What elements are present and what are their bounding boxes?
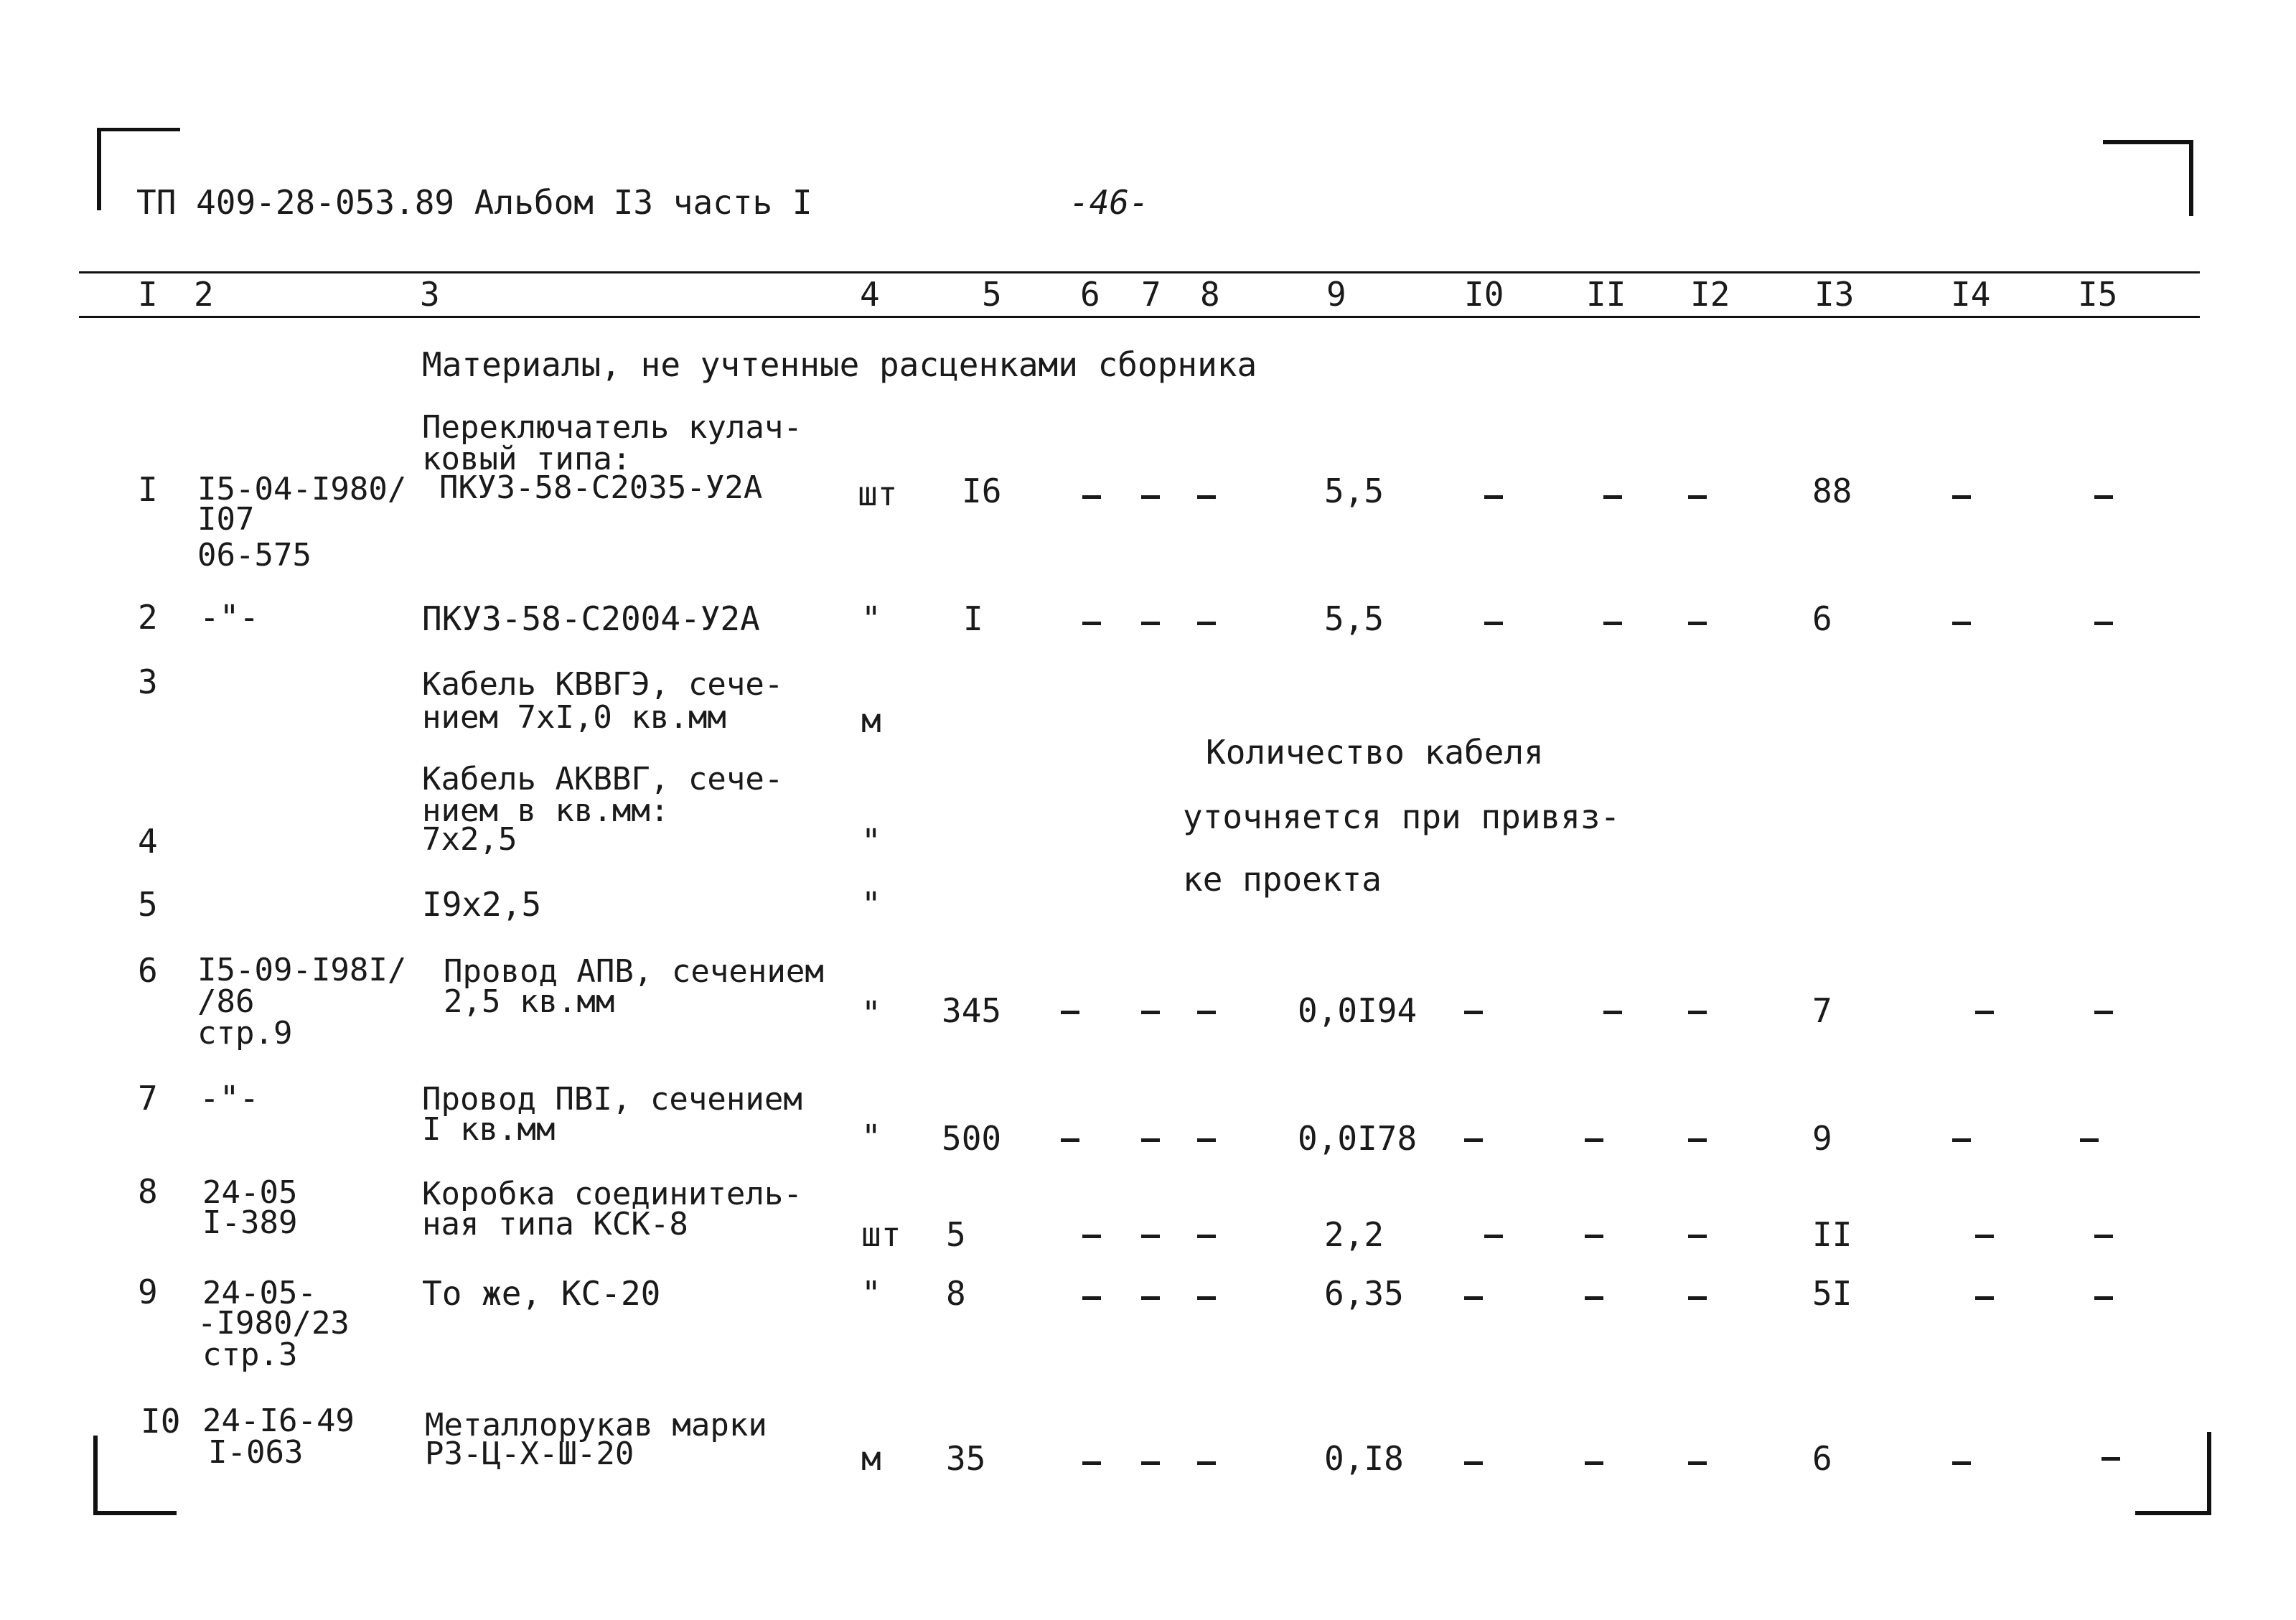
dash	[1197, 1461, 1216, 1465]
row-code: I-063	[208, 1434, 304, 1471]
dash	[2094, 622, 2113, 625]
row-name: Кабель КВВГЭ, сече-	[422, 666, 784, 703]
dash	[1061, 1011, 1079, 1014]
document-reference: ТП 409-28-053.89 Альбом I3 часть I	[136, 183, 812, 222]
dash	[1484, 495, 1503, 499]
row-code: I07	[197, 501, 255, 538]
row-unit: шт	[858, 474, 898, 513]
dash	[1141, 1461, 1160, 1465]
row-number: 2	[138, 598, 158, 637]
row-value-col13: 6	[1812, 599, 1832, 638]
section-title: Материалы, не учтенные расценками сборника	[422, 345, 1257, 384]
row-name: Кабель АКВВГ, сече-	[422, 761, 784, 797]
row-unit: "	[861, 599, 881, 638]
row-code: 06-575	[197, 537, 311, 573]
note-line: Количество кабеля	[1206, 733, 1544, 772]
row-value-col13: 88	[1812, 472, 1852, 510]
column-number: I	[138, 275, 158, 314]
dash	[1061, 1138, 1079, 1142]
row-name: ПКУ3-58-С2004-У2А	[422, 599, 760, 638]
row-number: 3	[138, 662, 158, 701]
row-number: I0	[141, 1402, 181, 1441]
row-value-col9: 0,0I78	[1298, 1119, 1418, 1158]
dash	[1688, 1296, 1707, 1300]
row-value-col13: II	[1812, 1215, 1852, 1254]
row-unit: м	[861, 701, 881, 740]
dash	[2101, 1457, 2120, 1461]
dash	[2094, 1296, 2113, 1300]
row-unit: "	[861, 1274, 881, 1313]
row-name: нием в кв.мм:	[422, 792, 670, 829]
row-name: Переключатель кулач-	[422, 409, 802, 446]
row-qty: 500	[942, 1119, 1002, 1158]
dash	[1603, 1011, 1622, 1014]
dash	[1585, 1235, 1603, 1238]
dash	[1975, 1296, 1994, 1300]
column-number: I0	[1464, 275, 1504, 314]
row-name: I кв.мм	[422, 1111, 556, 1148]
column-number: 6	[1080, 275, 1100, 314]
row-value-col13: 5I	[1812, 1274, 1852, 1313]
column-number: I4	[1951, 275, 1991, 314]
row-value-col13: 7	[1812, 991, 1832, 1030]
dash	[1082, 495, 1101, 499]
row-name: То же, КС-20	[422, 1274, 661, 1313]
dash	[1603, 495, 1622, 499]
column-number: 2	[194, 275, 214, 314]
row-name: 7х2,5	[422, 821, 517, 858]
dash	[2080, 1138, 2099, 1142]
row-number: 5	[138, 885, 158, 924]
row-code: -I980/23	[197, 1305, 350, 1342]
row-qty: 35	[946, 1439, 986, 1478]
row-unit: "	[861, 885, 881, 924]
column-number: 4	[860, 275, 880, 314]
column-number: I3	[1814, 275, 1855, 314]
row-qty: 8	[946, 1274, 966, 1313]
dash	[1975, 1011, 1994, 1014]
dash	[1082, 1235, 1101, 1238]
column-number: I2	[1690, 275, 1730, 314]
row-code: стр.3	[202, 1336, 298, 1373]
dash	[1141, 1011, 1160, 1014]
dash	[1585, 1461, 1603, 1465]
row-qty: I	[963, 599, 983, 638]
row-code: 24-I6-49	[202, 1403, 355, 1439]
row-unit: м	[861, 1439, 881, 1478]
dash	[1197, 1296, 1216, 1300]
row-code: I5-04-I980/	[197, 471, 407, 507]
row-code: -"-	[200, 598, 260, 637]
row-value-col9: 2,2	[1324, 1215, 1384, 1254]
dash	[1952, 1138, 1971, 1142]
row-name: Коробка соединитель-	[422, 1176, 802, 1212]
row-unit: "	[861, 822, 881, 861]
dash	[1197, 622, 1216, 625]
column-number: I5	[2078, 275, 2118, 314]
dash	[1484, 622, 1503, 625]
row-code: /86	[197, 983, 255, 1020]
column-number: 3	[420, 275, 440, 314]
row-name: 2,5 кв.мм	[444, 983, 615, 1020]
row-name: I9х2,5	[422, 885, 542, 924]
row-code: -"-	[200, 1079, 260, 1118]
page-number: -46-	[1069, 183, 1149, 222]
row-code: стр.9	[197, 1015, 293, 1052]
row-name: нием 7хI,0 кв.мм	[422, 699, 726, 736]
row-code: 24-05-	[202, 1275, 317, 1311]
dash	[1082, 1461, 1101, 1465]
dash	[1585, 1138, 1603, 1142]
dash	[1688, 1138, 1707, 1142]
row-qty: 345	[942, 991, 1002, 1030]
dash	[1141, 495, 1160, 499]
table-header-rule	[79, 316, 2200, 318]
row-name: Провод АПВ, сечением	[444, 953, 824, 990]
row-value-col9: 6,35	[1324, 1274, 1404, 1313]
row-code: I-389	[202, 1204, 298, 1241]
row-value-col13: 6	[1812, 1439, 1832, 1478]
row-number: 8	[138, 1172, 158, 1211]
row-name: ковый типа:	[422, 441, 632, 477]
row-number: 4	[138, 822, 158, 861]
row-number: I	[138, 470, 158, 509]
note-line: уточняется при привяз-	[1183, 797, 1621, 836]
row-name: Р3-Ц-Х-Ш-20	[425, 1436, 634, 1472]
dash	[1197, 1011, 1216, 1014]
row-value-col9: 5,5	[1324, 599, 1384, 638]
dash	[1197, 1138, 1216, 1142]
dash	[1688, 1235, 1707, 1238]
dash	[1082, 622, 1101, 625]
row-qty: I6	[962, 472, 1002, 510]
dash	[1952, 622, 1971, 625]
row-name: ная типа КСК-8	[422, 1206, 688, 1242]
dash	[1688, 1011, 1707, 1014]
dash	[1464, 1138, 1483, 1142]
dash	[1952, 495, 1971, 499]
row-unit: "	[861, 1118, 881, 1156]
column-number: 8	[1200, 275, 1220, 314]
dash	[1197, 1235, 1216, 1238]
corner-mark-bottom-left	[93, 1436, 177, 1515]
row-qty: 5	[946, 1215, 966, 1254]
dash	[1464, 1461, 1483, 1465]
dash	[2094, 1235, 2113, 1238]
dash	[1082, 1296, 1101, 1300]
note-line: ке проекта	[1183, 860, 1382, 899]
dash	[1141, 1296, 1160, 1300]
row-number: 7	[138, 1079, 158, 1118]
corner-mark-bottom-right	[2135, 1432, 2211, 1515]
dash	[1197, 495, 1216, 499]
dash	[1464, 1011, 1483, 1014]
corner-mark-top-right	[2103, 140, 2193, 216]
row-value-col9: 0,I8	[1324, 1439, 1404, 1478]
row-unit: "	[861, 994, 881, 1033]
row-code: 24-05	[202, 1174, 298, 1211]
dash	[1688, 495, 1707, 499]
dash	[2094, 495, 2113, 499]
dash	[1975, 1235, 1994, 1238]
row-name: Провод ПВI, сечением	[422, 1081, 802, 1118]
row-name: Металлорукав марки	[425, 1407, 767, 1443]
row-unit: шт	[861, 1215, 901, 1254]
row-number: 6	[138, 951, 158, 990]
dash	[1141, 622, 1160, 625]
column-number: 5	[982, 275, 1002, 314]
dash	[2094, 1011, 2113, 1014]
column-number: 7	[1141, 275, 1161, 314]
row-code: I5-09-I98I/	[197, 952, 407, 988]
table-top-rule	[79, 271, 2200, 273]
row-value-col9: 5,5	[1324, 472, 1384, 510]
dash	[1688, 1461, 1707, 1465]
dash	[1141, 1235, 1160, 1238]
dash	[1603, 622, 1622, 625]
column-number: II	[1586, 275, 1626, 314]
dash	[1464, 1296, 1483, 1300]
dash	[1585, 1296, 1603, 1300]
row-value-col13: 9	[1812, 1119, 1832, 1158]
row-value-col9: 0,0I94	[1298, 991, 1418, 1030]
dash	[1688, 622, 1707, 625]
column-number: 9	[1326, 275, 1346, 314]
dash	[1952, 1461, 1971, 1465]
dash	[1484, 1235, 1503, 1238]
dash	[1141, 1138, 1160, 1142]
row-number: 9	[138, 1273, 158, 1311]
row-name: ПКУ3-58-С2035-У2А	[439, 469, 763, 506]
